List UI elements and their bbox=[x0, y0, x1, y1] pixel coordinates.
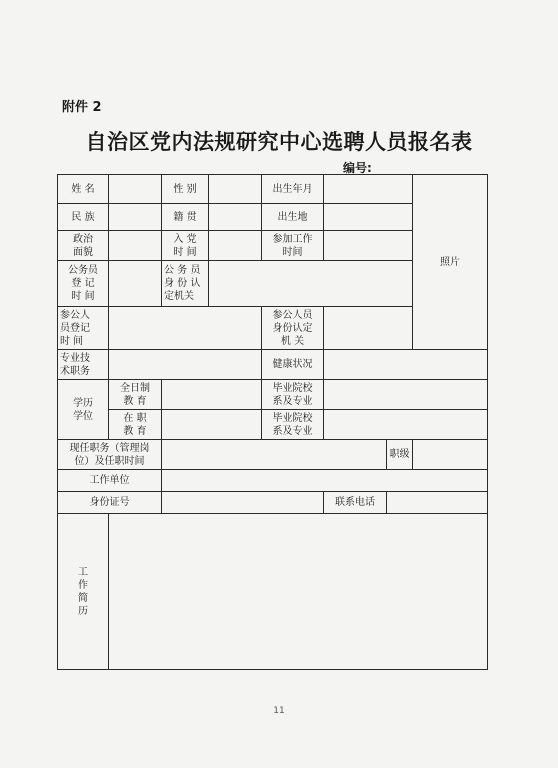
registration-form-table bbox=[57, 174, 488, 670]
ethnicity-field[interactable] bbox=[109, 204, 162, 231]
ref-civil-reg-time-label: 参公人 员登记 时 间 bbox=[58, 307, 109, 350]
employer-field[interactable] bbox=[162, 470, 488, 492]
page-number: 11 bbox=[273, 706, 285, 716]
in-service-school-label: 毕业院校 系及专业 bbox=[262, 410, 324, 440]
name-field[interactable] bbox=[109, 175, 162, 204]
native-place-label: 籍 贯 bbox=[162, 204, 209, 231]
in-service-school-field[interactable] bbox=[324, 410, 488, 440]
employer-label: 工作单位 bbox=[58, 470, 162, 492]
current-position-label: 现任职务（管理岗 位）及任职时间 bbox=[58, 440, 162, 470]
in-service-edu-field[interactable] bbox=[162, 410, 262, 440]
political-status-label: 政治 面貌 bbox=[58, 231, 109, 261]
civil-servant-cert-org-label: 公 务 员 身 份 认 定机关 bbox=[162, 261, 209, 307]
full-time-school-field[interactable] bbox=[324, 380, 488, 410]
photo-cell[interactable]: 照片 bbox=[413, 175, 488, 350]
native-place-field[interactable] bbox=[209, 204, 262, 231]
education-label: 学历 学位 bbox=[58, 380, 109, 440]
birthplace-field[interactable] bbox=[324, 204, 413, 231]
full-time-edu-field[interactable] bbox=[162, 380, 262, 410]
id-number-field[interactable] bbox=[162, 492, 324, 514]
birth-field[interactable] bbox=[324, 175, 413, 204]
phone-field[interactable] bbox=[387, 492, 488, 514]
phone-label: 联系电话 bbox=[324, 492, 387, 514]
form-title: 自治区党内法规研究中心选聘人员报名表 bbox=[85, 130, 473, 154]
professional-title-label: 专业技 术职务 bbox=[58, 350, 109, 380]
health-label: 健康状况 bbox=[262, 350, 324, 380]
civil-servant-cert-org-field[interactable] bbox=[209, 261, 413, 307]
gender-label: 性 别 bbox=[162, 175, 209, 204]
gender-field[interactable] bbox=[209, 175, 262, 204]
work-start-time-field[interactable] bbox=[324, 231, 413, 261]
rank-field[interactable] bbox=[413, 440, 488, 470]
full-time-edu-label: 全日制 教 育 bbox=[109, 380, 162, 410]
rank-label: 职级 bbox=[387, 440, 413, 470]
political-status-field[interactable] bbox=[109, 231, 162, 261]
party-join-time-label: 入 党 时 间 bbox=[162, 231, 209, 261]
civil-servant-reg-time-field[interactable] bbox=[109, 261, 162, 307]
ref-civil-reg-time-field[interactable] bbox=[109, 307, 262, 350]
full-time-school-label: 毕业院校 系及专业 bbox=[262, 380, 324, 410]
ethnicity-label: 民 族 bbox=[58, 204, 109, 231]
birthplace-label: 出生地 bbox=[262, 204, 324, 231]
civil-servant-reg-time-label: 公务员 登 记 时 间 bbox=[58, 261, 109, 307]
name-label: 姓 名 bbox=[58, 175, 109, 204]
current-position-field[interactable] bbox=[162, 440, 387, 470]
professional-title-field[interactable] bbox=[109, 350, 262, 380]
party-join-time-field[interactable] bbox=[209, 231, 262, 261]
work-resume-field[interactable] bbox=[109, 514, 488, 670]
ref-civil-cert-org-label: 参公人员 身份认定 机 关 bbox=[262, 307, 324, 350]
attachment-label: 附件 2 bbox=[62, 100, 102, 115]
work-start-time-label: 参加工作 时间 bbox=[262, 231, 324, 261]
ref-civil-cert-org-field[interactable] bbox=[324, 307, 413, 350]
number-label: 编号: bbox=[343, 161, 372, 175]
health-field[interactable] bbox=[324, 350, 488, 380]
work-resume-label: 工 作 简 历 bbox=[58, 514, 109, 670]
in-service-edu-label: 在 职 教 育 bbox=[109, 410, 162, 440]
id-number-label: 身份证号 bbox=[58, 492, 162, 514]
birth-label: 出生年月 bbox=[262, 175, 324, 204]
